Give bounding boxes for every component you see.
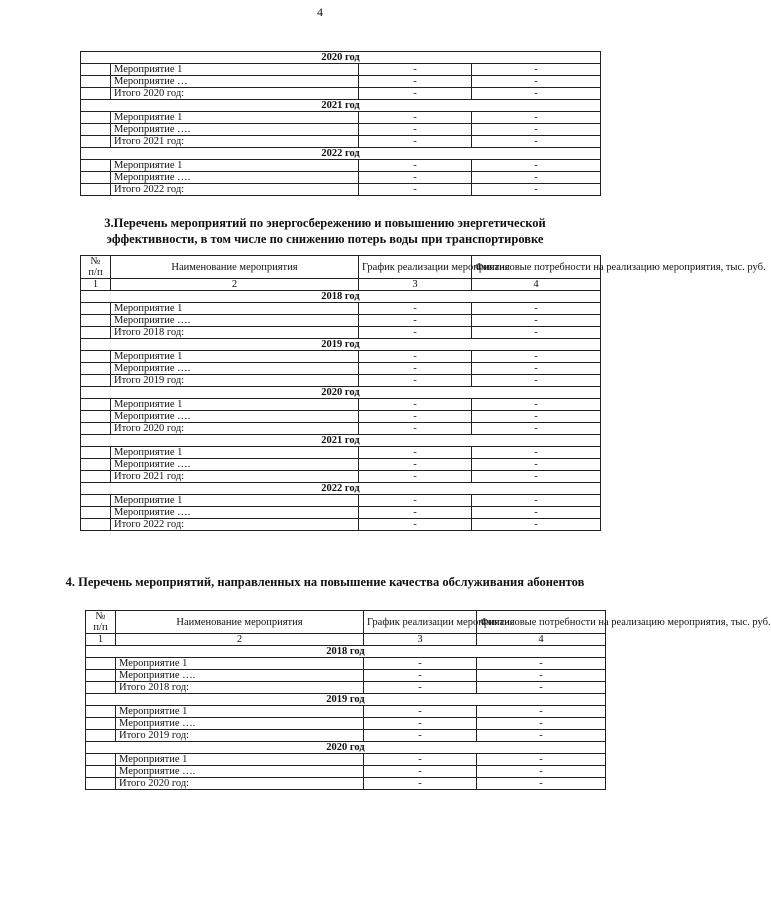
column-number: 3 [364, 634, 477, 646]
activity-name: Мероприятие 1 [111, 64, 359, 76]
table-row [81, 315, 601, 327]
number-cell [81, 459, 111, 471]
table-row [81, 303, 601, 315]
schedule-cell: - [359, 76, 472, 88]
finance-cell: - [472, 459, 601, 471]
schedule-cell: - [364, 766, 477, 778]
activity-name: Мероприятие 1 [111, 495, 359, 507]
year-label: 2019 год [81, 339, 601, 351]
column-number: 2 [111, 279, 359, 291]
column-number-row [81, 279, 601, 291]
finance-cell: - [472, 519, 601, 531]
finance-cell: - [472, 363, 601, 375]
number-cell [86, 730, 116, 742]
year-label: 2020 год [86, 742, 606, 754]
table-row [81, 351, 601, 363]
header-schedule: График реализации мероприятия [364, 611, 477, 634]
total-label: Итого 2020 год: [111, 88, 359, 100]
table-row [81, 447, 601, 459]
schedule-cell: - [359, 351, 472, 363]
number-cell [81, 471, 111, 483]
number-cell [81, 327, 111, 339]
activity-name: Мероприятие …. [116, 766, 364, 778]
schedule-cell: - [359, 124, 472, 136]
column-number-row [86, 634, 606, 646]
number-cell [81, 112, 111, 124]
number-cell [81, 363, 111, 375]
finance-cell: - [472, 399, 601, 411]
number-cell [81, 160, 111, 172]
year-label: 2021 год [81, 100, 601, 112]
finance-cell: - [477, 766, 606, 778]
total-label: Итого 2021 год: [111, 136, 359, 148]
number-cell [81, 76, 111, 88]
total-label: Итого 2018 год: [116, 682, 364, 694]
schedule-cell: - [359, 471, 472, 483]
number-cell [81, 315, 111, 327]
schedule-cell: - [359, 64, 472, 76]
number-cell [81, 64, 111, 76]
number-cell [81, 375, 111, 387]
table-row [86, 670, 606, 682]
finance-cell: - [472, 88, 601, 100]
schedule-cell: - [359, 447, 472, 459]
table-row [81, 124, 601, 136]
year-row [81, 291, 601, 303]
number-cell [86, 718, 116, 730]
header-name: Наименование мероприятия [111, 256, 359, 279]
activity-name: Мероприятие …. [111, 124, 359, 136]
schedule-cell: - [364, 706, 477, 718]
table-section-4 [85, 610, 771, 790]
number-cell [81, 351, 111, 363]
year-label: 2022 год [81, 148, 601, 160]
schedule-cell: - [359, 184, 472, 196]
table-row [86, 682, 606, 694]
year-label: 2020 год [81, 52, 601, 64]
table-row [81, 519, 601, 531]
table-row [81, 136, 601, 148]
column-number: 4 [477, 634, 606, 646]
schedule-cell: - [364, 778, 477, 790]
year-row [86, 694, 606, 706]
schedule-cell: - [359, 519, 472, 531]
column-number: 3 [359, 279, 472, 291]
activity-name: Мероприятие 1 [116, 706, 364, 718]
table-continued [80, 51, 601, 196]
page-number: 4 [317, 5, 323, 19]
schedule-cell: - [359, 112, 472, 124]
header-schedule: График реализации мероприятия [359, 256, 472, 279]
year-label: 2018 год [86, 646, 606, 658]
total-label: Итого 2021 год: [111, 471, 359, 483]
schedule-cell: - [359, 375, 472, 387]
table-row [81, 399, 601, 411]
year-row [86, 646, 606, 658]
header-finance: Финансовые потребности на реализацию мероприятия, тыс. руб. [472, 256, 601, 279]
finance-cell: - [477, 670, 606, 682]
table-row [86, 718, 606, 730]
schedule-cell: - [364, 718, 477, 730]
table-row [81, 76, 601, 88]
finance-cell: - [477, 658, 606, 670]
total-label: Итого 2022 год: [111, 519, 359, 531]
section-4-title: 4. Перечень мероприятий, направленных на повышение качества обслуживания абонентов [65, 575, 585, 589]
activity-name: Мероприятие 1 [111, 303, 359, 315]
table-row [86, 706, 606, 718]
activity-name: Мероприятие 1 [111, 399, 359, 411]
finance-cell: - [472, 411, 601, 423]
column-number: 4 [472, 279, 601, 291]
table-row [81, 471, 601, 483]
table-row [81, 411, 601, 423]
header-finance: Финансовые потребности на реализацию мероприятия, тыс. руб. [477, 611, 606, 634]
schedule-cell: - [359, 507, 472, 519]
activity-name: Мероприятие …. [111, 459, 359, 471]
activity-name: Мероприятие …. [111, 411, 359, 423]
finance-cell: - [472, 136, 601, 148]
schedule-cell: - [359, 411, 472, 423]
table-section-3 [80, 255, 766, 531]
year-row [86, 742, 606, 754]
finance-cell: - [472, 447, 601, 459]
activity-name: Мероприятие …. [111, 172, 359, 184]
number-cell [81, 124, 111, 136]
table-row [81, 184, 601, 196]
schedule-cell: - [359, 136, 472, 148]
year-row [81, 52, 601, 64]
year-label: 2022 год [81, 483, 601, 495]
schedule-cell: - [359, 160, 472, 172]
number-cell [81, 136, 111, 148]
activity-name: Мероприятие … [111, 76, 359, 88]
number-cell [86, 682, 116, 694]
finance-cell: - [472, 495, 601, 507]
number-cell [81, 495, 111, 507]
number-cell [86, 778, 116, 790]
number-cell [86, 766, 116, 778]
schedule-cell: - [359, 423, 472, 435]
number-cell [81, 303, 111, 315]
finance-cell: - [472, 160, 601, 172]
table-header-row [81, 256, 601, 279]
number-cell [81, 447, 111, 459]
table-row [86, 658, 606, 670]
finance-cell: - [477, 706, 606, 718]
table-row [81, 507, 601, 519]
number-cell [86, 658, 116, 670]
finance-cell: - [477, 778, 606, 790]
table-row [86, 766, 606, 778]
finance-cell: - [477, 718, 606, 730]
number-cell [81, 423, 111, 435]
table-row [86, 730, 606, 742]
number-cell [86, 670, 116, 682]
activity-name: Мероприятие …. [116, 718, 364, 730]
number-cell [81, 519, 111, 531]
schedule-cell: - [359, 315, 472, 327]
finance-cell: - [472, 303, 601, 315]
year-row [81, 148, 601, 160]
activity-name: Мероприятие …. [116, 670, 364, 682]
total-label: Итого 2018 год: [111, 327, 359, 339]
finance-cell: - [472, 423, 601, 435]
year-label: 2020 год [81, 387, 601, 399]
finance-cell: - [472, 327, 601, 339]
finance-cell: - [477, 730, 606, 742]
header-name: Наименование мероприятия [116, 611, 364, 634]
finance-cell: - [472, 507, 601, 519]
table-row [81, 423, 601, 435]
year-row [81, 339, 601, 351]
activity-name: Мероприятие …. [111, 315, 359, 327]
schedule-cell: - [364, 754, 477, 766]
year-label: 2021 год [81, 435, 601, 447]
schedule-cell: - [364, 670, 477, 682]
table-row [81, 88, 601, 100]
table-header-row [86, 611, 606, 634]
activity-name: Мероприятие 1 [116, 658, 364, 670]
schedule-cell: - [359, 88, 472, 100]
schedule-cell: - [359, 495, 472, 507]
number-cell [81, 411, 111, 423]
finance-cell: - [472, 112, 601, 124]
table-row [86, 778, 606, 790]
activity-name: Мероприятие 1 [116, 754, 364, 766]
table-row [81, 64, 601, 76]
activity-name: Мероприятие 1 [111, 160, 359, 172]
header-number: № п/п [86, 611, 116, 634]
year-label: 2018 год [81, 291, 601, 303]
schedule-cell: - [359, 303, 472, 315]
finance-cell: - [472, 375, 601, 387]
finance-cell: - [472, 184, 601, 196]
year-label: 2019 год [86, 694, 606, 706]
table-row [81, 172, 601, 184]
total-label: Итого 2020 год: [116, 778, 364, 790]
table-row [81, 375, 601, 387]
table-row [81, 160, 601, 172]
schedule-cell: - [364, 658, 477, 670]
activity-name: Мероприятие 1 [111, 351, 359, 363]
number-cell [81, 399, 111, 411]
table-row [81, 112, 601, 124]
finance-cell: - [472, 172, 601, 184]
number-cell [81, 172, 111, 184]
finance-cell: - [472, 315, 601, 327]
schedule-cell: - [364, 730, 477, 742]
activity-name: Мероприятие …. [111, 363, 359, 375]
finance-cell: - [472, 471, 601, 483]
header-number: № п/п [81, 256, 111, 279]
activity-name: Мероприятие …. [111, 507, 359, 519]
section-3-title: 3.Перечень мероприятий по энергосбережению и повышению энергетической эффективности, в том числе по снижению потерь воды при транспортировке [104, 216, 546, 246]
finance-cell: - [472, 124, 601, 136]
year-row [81, 435, 601, 447]
activity-name: Мероприятие 1 [111, 447, 359, 459]
column-number: 1 [86, 634, 116, 646]
schedule-cell: - [359, 399, 472, 411]
table-row [81, 495, 601, 507]
column-number: 2 [116, 634, 364, 646]
number-cell [86, 706, 116, 718]
table-row [86, 754, 606, 766]
finance-cell: - [477, 682, 606, 694]
year-row [81, 387, 601, 399]
finance-cell: - [472, 351, 601, 363]
table-row [81, 327, 601, 339]
schedule-cell: - [359, 459, 472, 471]
table-row [81, 363, 601, 375]
number-cell [81, 184, 111, 196]
year-row [81, 483, 601, 495]
schedule-cell: - [359, 363, 472, 375]
schedule-cell: - [359, 327, 472, 339]
schedule-cell: - [359, 172, 472, 184]
total-label: Итого 2019 год: [111, 375, 359, 387]
finance-cell: - [472, 76, 601, 88]
finance-cell: - [477, 754, 606, 766]
finance-cell: - [472, 64, 601, 76]
number-cell [86, 754, 116, 766]
number-cell [81, 507, 111, 519]
column-number: 1 [81, 279, 111, 291]
table-row [81, 459, 601, 471]
number-cell [81, 88, 111, 100]
schedule-cell: - [364, 682, 477, 694]
total-label: Итого 2022 год: [111, 184, 359, 196]
total-label: Итого 2019 год: [116, 730, 364, 742]
year-row [81, 100, 601, 112]
total-label: Итого 2020 год: [111, 423, 359, 435]
activity-name: Мероприятие 1 [111, 112, 359, 124]
